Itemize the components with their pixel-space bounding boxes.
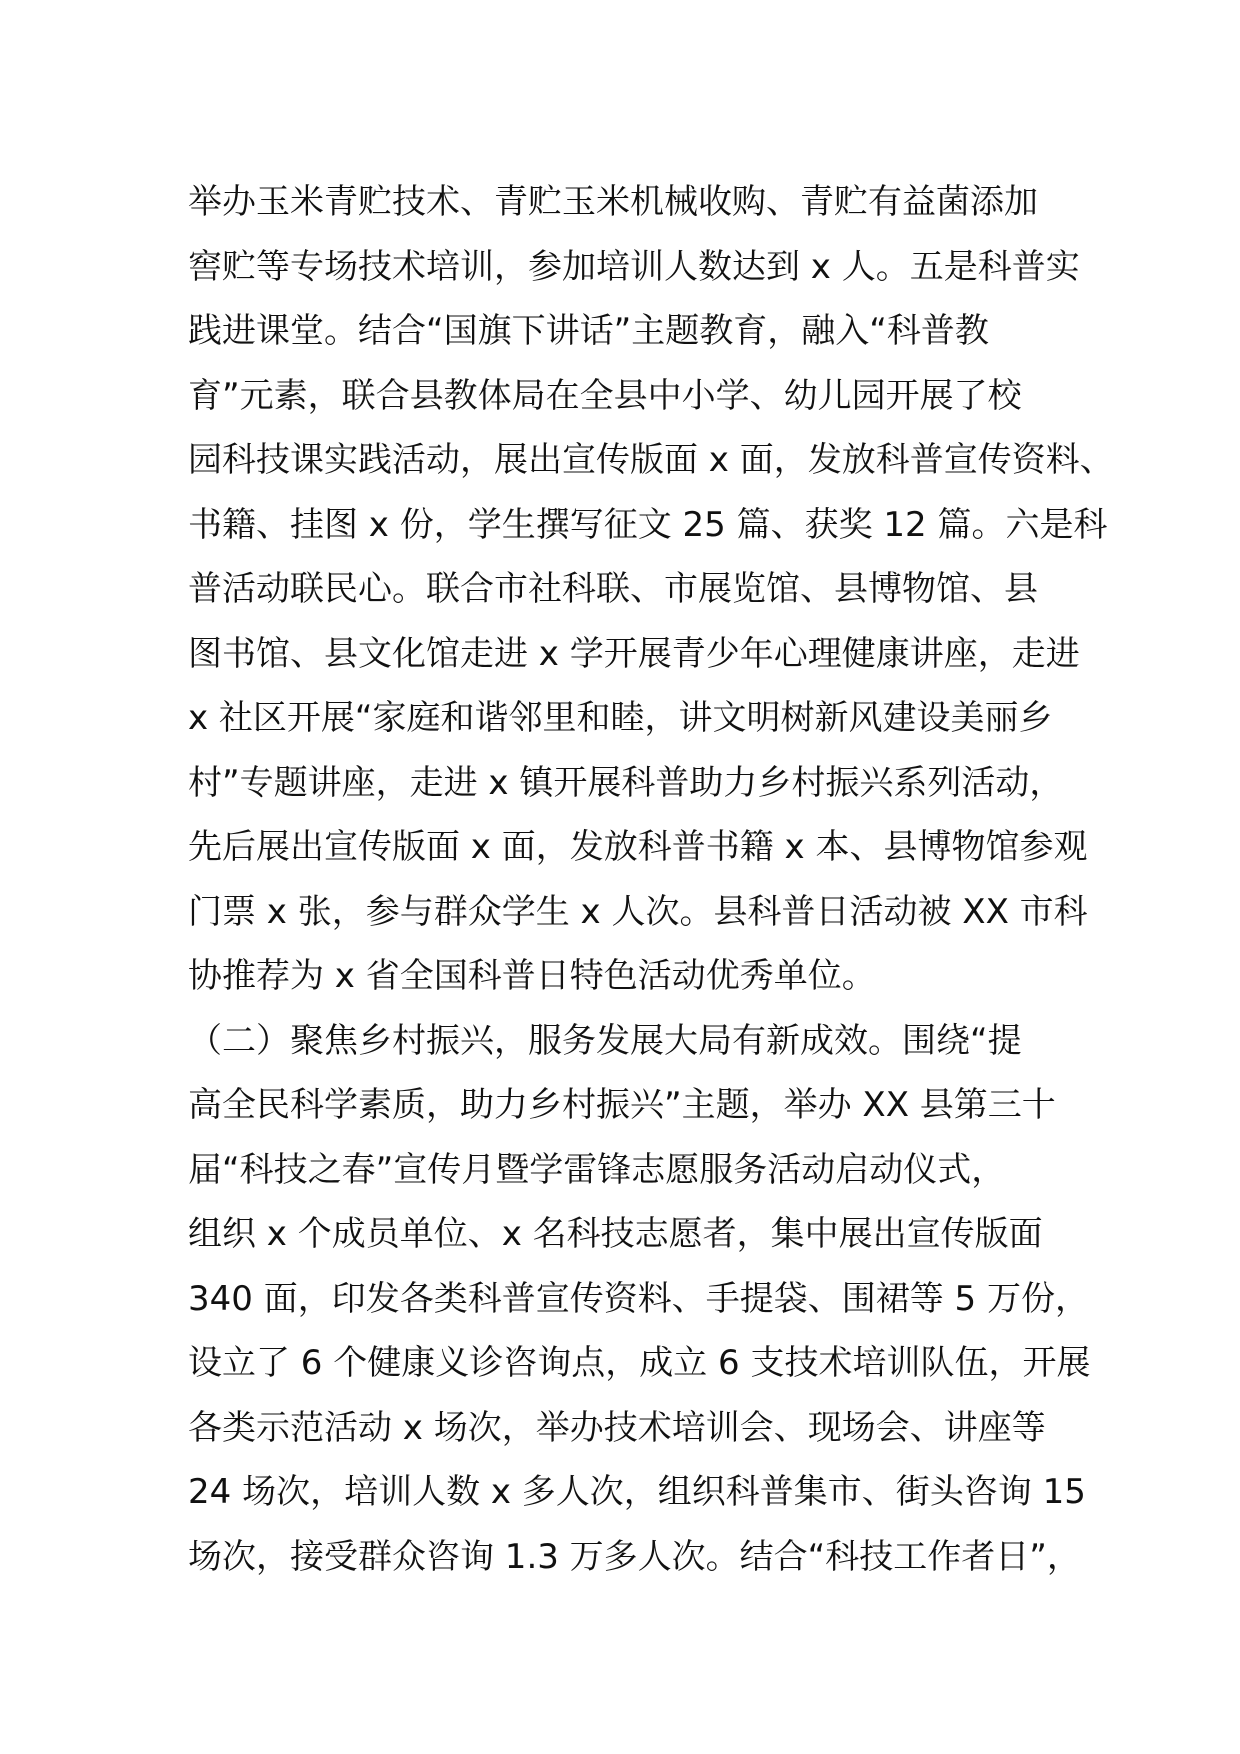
text-line: 340 面，印发各类科普宣传资料、手提袋、围裙等 5 万份， bbox=[188, 1278, 1089, 1319]
text-line: 门票 x 张，参与群众学生 x 人次。县科普日活动被 XX 市科 bbox=[188, 891, 1088, 932]
text-line: 园科技课实践活动，展出宣传版面 x 面，发放科普宣传资料、 bbox=[188, 440, 1114, 480]
text-line: 协推荐为 x 省全国科普日特色活动优秀单位。 bbox=[188, 956, 876, 996]
text-line: 24 场次，培训人数 x 多人次，组织科普集市、街头咨询 15 bbox=[188, 1472, 1086, 1512]
text-line: 村”专题讲座，走进 x 镇开展科普助力乡村振兴系列活动， bbox=[188, 762, 1064, 803]
text-line: 届“科技之春”宣传月暨学雷锋志愿服务活动启动仪式， bbox=[188, 1149, 1006, 1190]
text-line: 各类示范活动 x 场次，举办技术培训会、现场会、讲座等 bbox=[188, 1407, 1046, 1448]
text-line: 普活动联民心。联合市社科联、市展览馆、县博物馆、县 bbox=[188, 569, 1038, 609]
body-text bbox=[188, 170, 1114, 1589]
section-heading-line: （二）聚焦乡村振兴，服务发展大局有新成效。围绕“提 bbox=[188, 1020, 1022, 1061]
text-line: 图书馆、县文化馆走进 x 学开展青少年心理健康讲座，走进 bbox=[188, 633, 1080, 674]
text-line: 设立了 6 个健康义诊咨询点，成立 6 支技术培训队伍，开展 bbox=[188, 1343, 1091, 1383]
text-line: 场次，接受群众咨询 1.3 万多人次。结合“科技工作者日”， bbox=[188, 1536, 1081, 1577]
text-line: 育”元素，联合县教体局在全县中小学、幼儿园开展了校 bbox=[188, 375, 1022, 416]
text-line: 先后展出宣传版面 x 面，发放科普书籍 x 本、县博物馆参观 bbox=[188, 827, 1088, 867]
text-line: 窖贮等专场技术培训，参加培训人数达到 x 人。五是科普实 bbox=[188, 246, 1080, 287]
text-line: 组织 x 个成员单位、x 名科技志愿者，集中展出宣传版面 bbox=[188, 1214, 1043, 1254]
text-line: 高全民科学素质，助力乡村振兴”主题，举办 XX 县第三十 bbox=[188, 1085, 1056, 1125]
text-line: 书籍、挂图 x 份，学生撰写征文 25 篇、获奖 12 篇。六是科 bbox=[188, 504, 1108, 545]
text-line: 践进课堂。结合“国旗下讲话”主题教育，融入“科普教 bbox=[188, 311, 989, 351]
text-line: x 社区开展“家庭和谐邻里和睦，讲文明树新风建设美丽乡 bbox=[188, 698, 1053, 738]
text-line: 举办玉米青贮技术、青贮玉米机械收购、青贮有益菌添加 bbox=[188, 182, 1038, 222]
